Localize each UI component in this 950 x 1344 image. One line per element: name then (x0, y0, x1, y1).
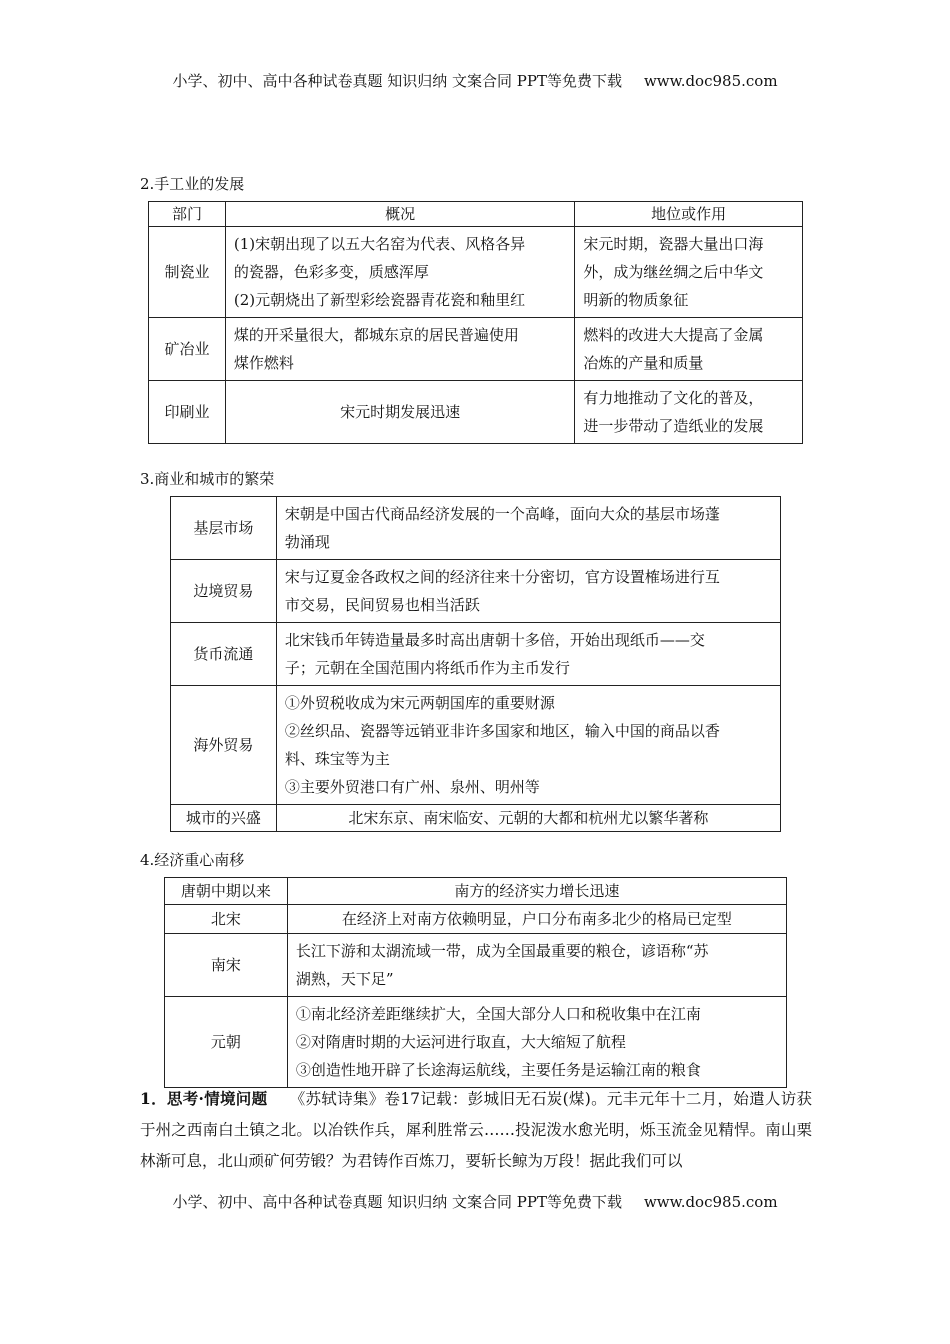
page-footer (0, 1191, 950, 1212)
table-row (171, 560, 781, 623)
question-text: 《苏轼诗集》卷17记载：彭城旧无石炭(煤)。元丰元年十二月，始遣人访获于州之西南白土镇之北。以冶铁作兵，犀利胜常云……投泥泼水愈光明，烁玉流金见精悍。南山栗林渐可息，北山顽矿何劳锻？为君铸作百炼刀，要斩长鲸为万段！据此我们可以 (140, 1090, 812, 1170)
cell-line: 长江下游和太湖流域一带，成为全国最重要的粮仓，谚语称“苏 (295, 942, 709, 960)
economic-center-table (164, 877, 787, 1088)
cell-line: 煤作燃料 (233, 354, 294, 372)
cell-line: 进一步带动了造纸业的发展 (583, 417, 764, 435)
page-header (0, 70, 950, 91)
row-label: 城市的兴盛 (171, 805, 277, 832)
cell-line: 外，成为继丝绸之后中华文 (583, 263, 764, 281)
row-label: 基层市场 (171, 497, 277, 560)
table-row (171, 623, 781, 686)
commerce-table (170, 496, 781, 832)
cell-line: ③创造性地开辟了长途海运航线，主要任务是运输江南的粮食 (295, 1061, 701, 1079)
section-2-title: 2.手工业的发展 (140, 175, 245, 193)
row-content (287, 878, 786, 905)
header-cell: 地位或作用 (575, 202, 803, 227)
cell-line: ②丝织品、瓷器等远销亚非许多国家和地区，输入中国的商品以香 (284, 722, 720, 740)
row-content (287, 934, 786, 997)
table-header-row (149, 202, 803, 227)
row-content (276, 623, 780, 686)
cell-line: 宋朝是中国古代商品经济发展的一个高峰，面向大众的基层市场蓬 (284, 505, 720, 523)
row-label: 海外贸易 (171, 686, 277, 805)
row-content (276, 686, 780, 805)
row-content (276, 497, 780, 560)
section-3-title: 3.商业和城市的繁荣 (140, 470, 275, 488)
cell-line: 南方的经济实力增长迅速 (454, 882, 620, 900)
cell-line: 市交易，民间贸易也相当活跃 (284, 596, 480, 614)
cell-line: ①南北经济差距继续扩大，全国大部分人口和税收集中在江南 (295, 1005, 701, 1023)
table-row (165, 878, 787, 905)
cell-line: 明新的物质象征 (583, 291, 689, 309)
cell-line: (1)宋朝出现了以五大名窑为代表、风格各异 (233, 235, 526, 253)
header-text: 小学、初中、高中各种试卷真题 知识归纳 文案合同 PPT等免费下载 (172, 72, 622, 90)
cell-line: ②对隋唐时期的大运河进行取直，大大缩短了航程 (295, 1033, 626, 1051)
overview-cell (225, 318, 574, 381)
cell-line: 北宋钱币年铸造量最多时高出唐朝十多倍，开始出现纸币——交 (284, 631, 705, 649)
table-row (171, 805, 781, 832)
handicraft-table (148, 201, 803, 444)
question-paragraph (140, 1083, 812, 1177)
role-cell (575, 318, 803, 381)
footer-text: 小学、初中、高中各种试卷真题 知识归纳 文案合同 PPT等免费下载 (172, 1193, 622, 1211)
cell-line: 的瓷器，色彩多变，质感浑厚 (233, 263, 429, 281)
role-cell (575, 227, 803, 318)
cell-line: 宋与辽夏金各政权之间的经济往来十分密切，官方设置榷场进行互 (284, 568, 720, 586)
dept-cell: 印刷业 (149, 381, 226, 444)
table-row (149, 227, 803, 318)
cell-line: 北宋东京、南宋临安、元朝的大都和杭州尤以繁华著称 (348, 809, 709, 827)
row-label: 唐朝中期以来 (165, 878, 288, 905)
row-label: 元朝 (165, 997, 288, 1088)
cell-line: 料、珠宝等为主 (284, 750, 390, 768)
dept-cell: 矿冶业 (149, 318, 226, 381)
row-label: 南宋 (165, 934, 288, 997)
row-content (287, 905, 786, 934)
overview-cell (225, 227, 574, 318)
cell-line: 冶炼的产量和质量 (583, 354, 704, 372)
row-content (276, 560, 780, 623)
table-row (149, 318, 803, 381)
row-content (276, 805, 780, 832)
role-cell (575, 381, 803, 444)
cell-line: 勃涌现 (284, 533, 330, 551)
cell-line: 湖熟，天下足” (295, 970, 394, 988)
cell-line: 宋元时期，瓷器大量出口海 (583, 235, 764, 253)
cell-line: ①外贸税收成为宋元两朝国库的重要财源 (284, 694, 555, 712)
cell-line: ③主要外贸港口有广州、泉州、明州等 (284, 778, 540, 796)
cell-line: 子；元朝在全国范围内将纸币作为主币发行 (284, 659, 570, 677)
row-label: 北宋 (165, 905, 288, 934)
header-cell: 部门 (149, 202, 226, 227)
header-site: www.doc985.com (643, 72, 778, 90)
table-row (171, 497, 781, 560)
cell-line: 在经济上对南方依赖明显，户口分布南多北少的格局已定型 (341, 910, 732, 928)
table-row (165, 997, 787, 1088)
row-label: 货币流通 (171, 623, 277, 686)
cell-line: 宋元时期发展迅速 (340, 403, 461, 421)
row-label: 边境贸易 (171, 560, 277, 623)
cell-line: 燃料的改进大大提高了金属 (583, 326, 764, 344)
overview-cell (225, 381, 574, 444)
cell-line: (2)元朝烧出了新型彩绘瓷器青花瓷和釉里红 (233, 291, 526, 309)
table-row (165, 905, 787, 934)
cell-line: 有力地推动了文化的普及， (583, 389, 764, 407)
table-row (171, 686, 781, 805)
section-4-title: 4.经济重心南移 (140, 851, 245, 869)
header-cell: 概况 (225, 202, 574, 227)
dept-cell: 制瓷业 (149, 227, 226, 318)
table-row (149, 381, 803, 444)
footer-site: www.doc985.com (643, 1193, 778, 1211)
question-label: 1．思考·情境问题 (140, 1089, 268, 1108)
table-row (165, 934, 787, 997)
row-content (287, 997, 786, 1088)
cell-line: 煤的开采量很大，都城东京的居民普遍使用 (233, 326, 519, 344)
